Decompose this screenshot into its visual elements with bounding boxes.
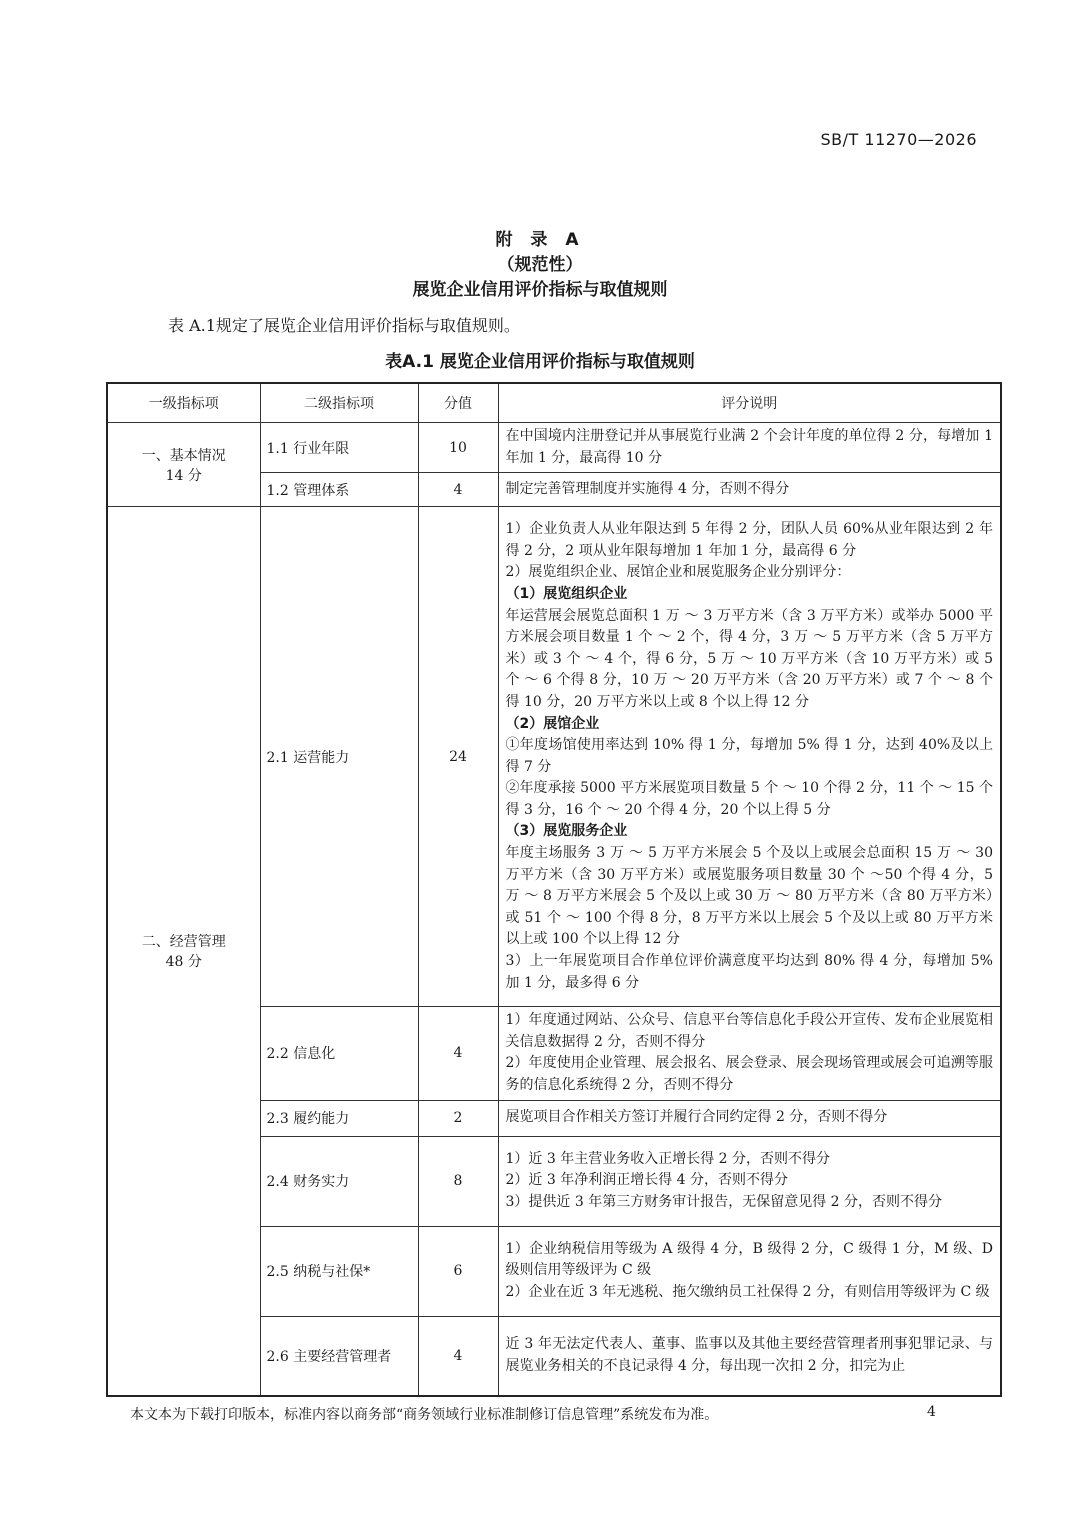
header-level2: 二级指标项 xyxy=(260,383,418,423)
sub-indicator: 2.6 主要经营管理者 xyxy=(260,1316,418,1396)
score-value: 4 xyxy=(418,473,498,507)
score-description: 近 3 年无法定代表人、董事、监事以及其他主要经营管理者刑事犯罪记录、与展览业务相关的不良记录得 4 分，每出现一次扣 2 分，扣完为止 xyxy=(498,1316,1001,1396)
score-description: 在中国境内注册登记并从事展览行业满 2 个会计年度的单位得 2 分，每增加 1 年加 1 分，最高得 10 分 xyxy=(498,423,1001,473)
credit-evaluation-table xyxy=(106,382,1002,1397)
group-operations xyxy=(107,507,260,1396)
group-basic-info xyxy=(107,423,260,507)
sub-indicator: 1.2 管理体系 xyxy=(260,473,418,507)
score-description: 1）企业负责人从业年限达到 5 年得 2 分，团队人员 60%从业年限达到 2 年得 2 分，2 项从业年限每增加 1 年加 1 分，最高得 6 分 2）展览组织企业、展馆企业和展览服务企业分别评分： （1）展览组织企业 年运营展会展览总面积 1 万 ～ 3 万平方米（含 3 万平方米）或举办 5000 平方米展会项目数量 1 个 ～ 2 个，得 4 分，3 万 ～ 5 万平方米（含 5 万平方米）或 3 个 ～ 4 个，得 6 分，5 万 ～ 10 万平方米（含 10 万平方米）或 5 个 ～ 6 个得 8 分，10 万 ～ 20 万平方米（含 20 万平方米）或 7 个 ～ 8 个得 10 分，20 万平方米以上或 8 个以上得 12 分 （2）展馆企业 ①年度场馆使用率达到 10% 得 1 分，每增加 5% 得 1 分，达到 40%及以上得 7 分 ②年度承接 5000 平方米展览项目数量 5 个 ～ 10 个得 2 分，11 个 ～ 15 个得 3 分，16 个 ～ 20 个得 4 分，20 个以上得 5 分 （3）展览服务企业 年度主场服务 3 万 ～ 5 万平方米展会 5 个及以上或展会总面积 15 万 ～ 30 万平方米（含 30 万平方米）或展览服务项目数量 30 个 ～50 个得 4 分，5 万 ～ 8 万平方米展会 5 个及以上或 30 万 ～ 80 万平方米（含 80 万平方米）或 51 个 ～ 100 个得 8 分，8 万平方米以上展会 5 个及以上或 80 万平方米以上或 100 个以上得 12 分 3）上一年展览项目合作单位评价满意度平均达到 80% 得 4 分，每增加 5% 加 1 分，最多得 6 分 xyxy=(498,507,1001,1007)
sub-indicator: 1.1 行业年限 xyxy=(260,423,418,473)
header-description: 评分说明 xyxy=(498,383,1001,423)
appendix-title-block xyxy=(0,228,1080,303)
score-description: 1）近 3 年主营业务收入正增长得 2 分，否则不得分 2）近 3 年净利润正增长得 4 分，否则不得分 3）提供近 3 年第三方财务审计报告，无保留意见得 2 分，否则不得分 xyxy=(498,1136,1001,1226)
appendix-label: 附 录 A xyxy=(495,230,585,250)
sub-indicator: 2.4 财务实力 xyxy=(260,1136,418,1226)
sub-indicator: 2.5 纳税与社保* xyxy=(260,1226,418,1316)
score-description: 展览项目合作相关方签订并履行合同约定得 2 分，否则不得分 xyxy=(498,1100,1001,1136)
header-level1: 一级指标项 xyxy=(107,383,260,423)
appendix-nature: （规范性） xyxy=(497,255,583,275)
header-score: 分值 xyxy=(418,383,498,423)
score-value: 6 xyxy=(418,1226,498,1316)
group-points: 14 分 xyxy=(165,467,202,484)
intro-paragraph: 表 A.1规定了展览企业信用评价指标与取值规则。 xyxy=(168,316,520,335)
group-label: 二、经营管理 xyxy=(141,934,226,951)
score-value: 10 xyxy=(418,423,498,473)
score-description: 1）年度通过网站、公众号、信息平台等信息化手段公开宣传、发布企业展览相关信息数据得 2 分，否则不得分 2）年度使用企业管理、展会报名、展会登录、展会现场管理或展会可追溯等服务的信息化系统得 2 分，否则不得分 xyxy=(498,1007,1001,1100)
score-value: 4 xyxy=(418,1007,498,1100)
score-value: 8 xyxy=(418,1136,498,1226)
score-value: 24 xyxy=(418,507,498,1007)
group-points: 48 分 xyxy=(165,954,202,971)
score-description: 制定完善管理制度并实施得 4 分，否则不得分 xyxy=(498,473,1001,507)
score-description: 1）企业纳税信用等级为 A 级得 4 分，B 级得 2 分，C 级得 1 分，M 级、D 级则信用等级评为 C 级 2）企业在近 3 年无逃税、拖欠缴纳员工社保得 2 分，有则信用等级评为 C 级 xyxy=(498,1226,1001,1316)
group-label: 一、基本情况 xyxy=(141,447,226,464)
score-value: 2 xyxy=(418,1100,498,1136)
sub-indicator: 2.1 运营能力 xyxy=(260,507,418,1007)
sub-indicator: 2.2 信息化 xyxy=(260,1007,418,1100)
score-value: 4 xyxy=(418,1316,498,1396)
appendix-name: 展览企业信用评价指标与取值规则 xyxy=(412,280,668,300)
table-caption: 表A.1 展览企业信用评价指标与取值规则 xyxy=(385,352,695,372)
footer-note: 本文本为下载打印版本，标准内容以商务部“商务领域行业标准制修订信息管理”系统发布为准。 xyxy=(130,1407,719,1423)
sub-indicator: 2.3 履约能力 xyxy=(260,1100,418,1136)
table-row xyxy=(107,507,1001,1007)
page-number: 4 xyxy=(927,1404,936,1420)
table-header-row xyxy=(107,383,1001,423)
standard-code: SB/T 11270—2026 xyxy=(820,130,977,149)
table-row xyxy=(107,423,1001,473)
